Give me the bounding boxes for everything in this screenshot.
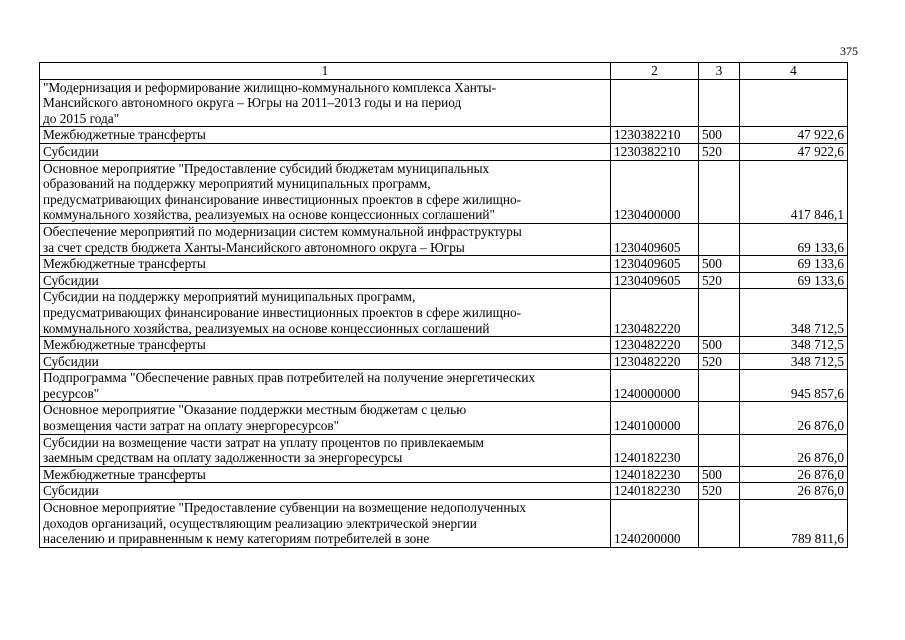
row-type-cell: [699, 289, 740, 337]
row-name-cell: Межбюджетные трансферты: [40, 256, 611, 273]
row-amount-cell: 47 922,6: [740, 143, 848, 160]
row-amount-cell: 47 922,6: [740, 127, 848, 144]
row-code-cell: 1240182230: [611, 483, 699, 500]
row-code-cell: 1230409605: [611, 272, 699, 289]
row-name-cell: Обеспечение мероприятий по модернизации систем коммунальной инфраструктуры за счет средств бюджета Ханты-Мансийского автономного округа – Югры: [40, 223, 611, 255]
row-name-cell: Межбюджетные трансферты: [40, 127, 611, 144]
row-name-cell: Субсидии на возмещение части затрат на уплату процентов по привлекаемым заемным средствам на оплату задолженности за энергоресурсы: [40, 434, 611, 466]
row-type-cell: 500: [699, 256, 740, 273]
column-header: 4: [740, 63, 848, 80]
budget-table: [39, 62, 848, 548]
table-row: [40, 256, 848, 273]
row-code-cell: 1230482220: [611, 337, 699, 354]
row-type-cell: [699, 434, 740, 466]
row-amount-cell: 945 857,6: [740, 370, 848, 402]
page-number: 375: [840, 44, 858, 58]
row-type-cell: 520: [699, 272, 740, 289]
table-row: [40, 289, 848, 337]
row-amount-cell: 417 846,1: [740, 160, 848, 223]
row-code-cell: 1230409605: [611, 256, 699, 273]
table-row: [40, 483, 848, 500]
table-row: [40, 127, 848, 144]
row-name-cell: Основное мероприятие "Предоставление субвенции на возмещение недополученных доходов организаций, осуществляющим реализацию электрической энергии населению и приравненным к нему категориям потребителей в зоне: [40, 500, 611, 548]
row-code-cell: 1230382210: [611, 143, 699, 160]
row-type-cell: 500: [699, 337, 740, 354]
row-type-cell: [699, 160, 740, 223]
table-row: [40, 466, 848, 483]
row-code-cell: [611, 79, 699, 127]
row-code-cell: 1240182230: [611, 466, 699, 483]
row-type-cell: 500: [699, 466, 740, 483]
row-code-cell: 1240182230: [611, 434, 699, 466]
row-amount-cell: 69 133,6: [740, 272, 848, 289]
row-name-cell: Субсидии на поддержку мероприятий муниципальных программ, предусматривающих финансирование инвестиционных проектов в сфере жилищно- коммунального хозяйства, реализуемых на основе концессионных соглашений: [40, 289, 611, 337]
table-row: [40, 79, 848, 127]
row-name-cell: Межбюджетные трансферты: [40, 466, 611, 483]
table-row: [40, 500, 848, 548]
row-name-cell: Основное мероприятие "Предоставление субсидий бюджетам муниципальных образований на поддержку мероприятий муниципальных программ, предусматривающих финансирование инвестиционных проектов в сфере жилищно- коммунального хозяйства, реализуемых на основе концессионных соглашений": [40, 160, 611, 223]
table-row: [40, 353, 848, 370]
column-header: 2: [611, 63, 699, 80]
row-amount-cell: 789 811,6: [740, 500, 848, 548]
row-type-cell: 520: [699, 143, 740, 160]
column-header: 3: [699, 63, 740, 80]
table-header-row: [40, 63, 848, 80]
row-type-cell: [699, 370, 740, 402]
table-row: [40, 272, 848, 289]
row-code-cell: 1230382210: [611, 127, 699, 144]
row-type-cell: 500: [699, 127, 740, 144]
table-row: [40, 337, 848, 354]
table-row: [40, 223, 848, 255]
row-code-cell: 1240000000: [611, 370, 699, 402]
row-name-cell: Субсидии: [40, 483, 611, 500]
row-type-cell: 520: [699, 353, 740, 370]
row-type-cell: [699, 79, 740, 127]
row-amount-cell: 348 712,5: [740, 289, 848, 337]
row-amount-cell: 348 712,5: [740, 353, 848, 370]
table-row: [40, 143, 848, 160]
row-amount-cell: 69 133,6: [740, 256, 848, 273]
row-type-cell: [699, 402, 740, 434]
row-amount-cell: 26 876,0: [740, 402, 848, 434]
row-code-cell: 1230400000: [611, 160, 699, 223]
row-amount-cell: 348 712,5: [740, 337, 848, 354]
column-header: 1: [40, 63, 611, 80]
row-name-cell: Межбюджетные трансферты: [40, 337, 611, 354]
row-code-cell: 1230409605: [611, 223, 699, 255]
row-amount-cell: 26 876,0: [740, 434, 848, 466]
row-code-cell: 1240100000: [611, 402, 699, 434]
table-row: [40, 370, 848, 402]
row-name-cell: Подпрограмма "Обеспечение равных прав потребителей на получение энергетических ресурсов": [40, 370, 611, 402]
row-name-cell: Субсидии: [40, 353, 611, 370]
row-type-cell: 520: [699, 483, 740, 500]
row-amount-cell: 26 876,0: [740, 466, 848, 483]
row-name-cell: Субсидии: [40, 143, 611, 160]
row-type-cell: [699, 223, 740, 255]
row-code-cell: 1230482220: [611, 353, 699, 370]
row-type-cell: [699, 500, 740, 548]
row-code-cell: 1240200000: [611, 500, 699, 548]
row-amount-cell: [740, 79, 848, 127]
row-name-cell: "Модернизация и реформирование жилищно-коммунального комплекса Ханты- Мансийского автономного округа – Югры на 2011–2013 годы и на период до 2015 года": [40, 79, 611, 127]
table-row: [40, 434, 848, 466]
row-name-cell: Основное мероприятие "Оказание поддержки местным бюджетам с целью возмещения части затрат на оплату энергоресурсов": [40, 402, 611, 434]
table-body: [40, 79, 848, 547]
row-amount-cell: 26 876,0: [740, 483, 848, 500]
table-row: [40, 402, 848, 434]
row-name-cell: Субсидии: [40, 272, 611, 289]
table-row: [40, 160, 848, 223]
row-code-cell: 1230482220: [611, 289, 699, 337]
row-amount-cell: 69 133,6: [740, 223, 848, 255]
